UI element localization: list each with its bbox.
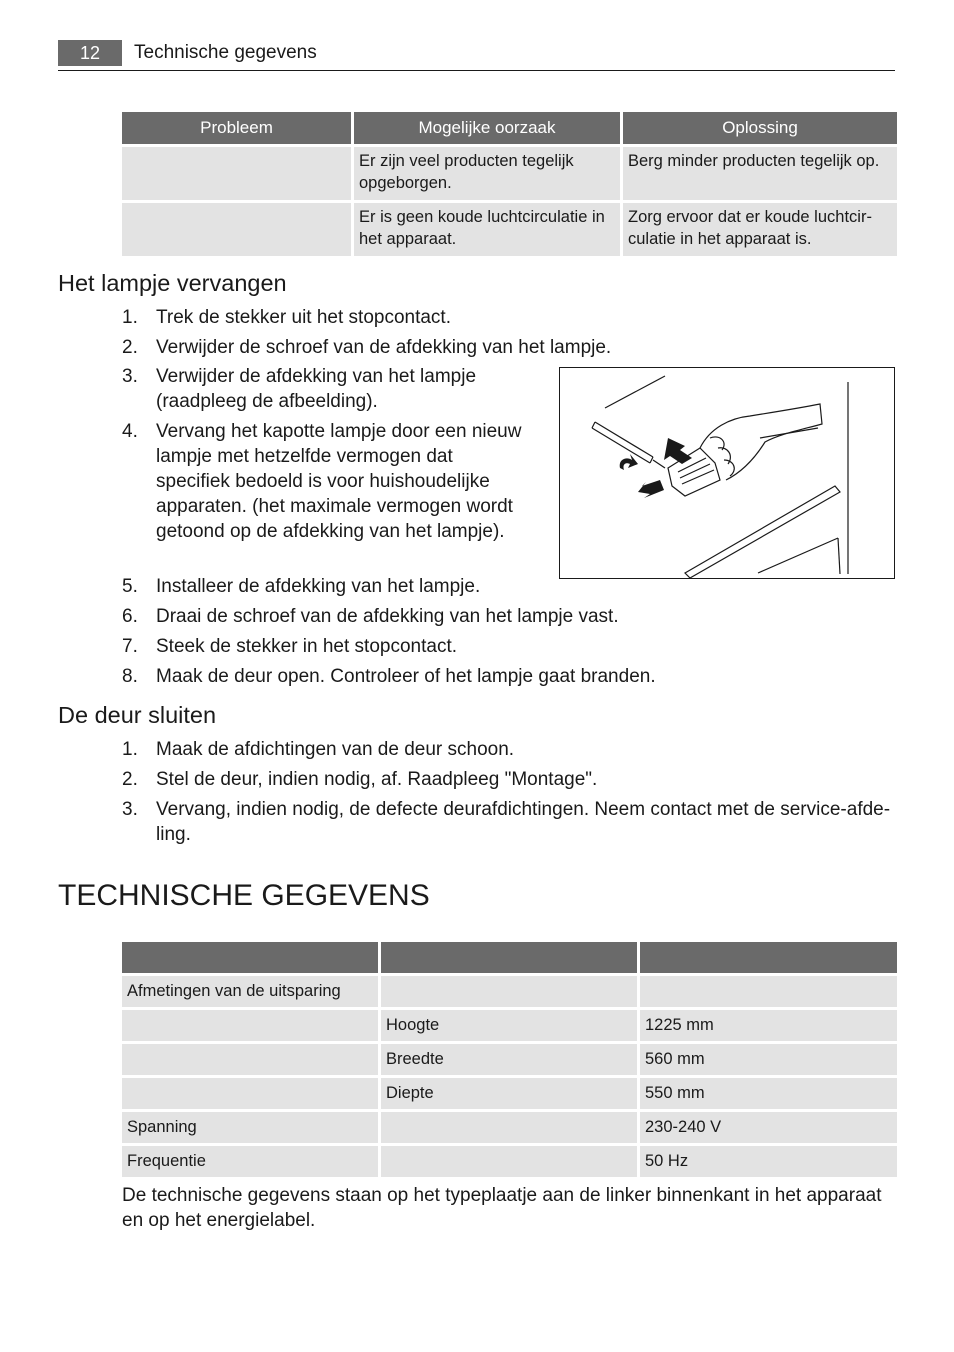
table-row [122, 1044, 897, 1075]
table-row [122, 1112, 897, 1143]
lamp-cover-illustration-icon [560, 368, 894, 578]
table-cell: Breedte [381, 1044, 637, 1075]
table-cell: Hoogte [381, 1010, 637, 1041]
column-header [640, 942, 897, 973]
table-cell [640, 976, 897, 1007]
table-cell: Frequentie [122, 1146, 378, 1177]
table-cell [122, 1010, 378, 1041]
table-cell: 560 mm [640, 1044, 897, 1075]
list-item: 3. Vervang, indien nodig, de defecte deurafdichtingen. Neem contact met de service-afde-ling. [122, 799, 891, 845]
table-cell [381, 976, 637, 1007]
lamp-section-heading: Het lampje vervangen [58, 270, 287, 296]
column-header [381, 942, 637, 973]
table-header-row [122, 112, 897, 144]
list-item: 2. Verwijder de schroef van de afdekking van het lampje. [122, 337, 612, 358]
table-row [122, 976, 897, 1007]
tech-section-heading: TECHNISCHE GEGEVENS [58, 879, 430, 912]
list-item: 6. Draai de schroef van de afdekking van het lampje vast. [122, 606, 619, 627]
table-cell: Spanning [122, 1112, 378, 1143]
table-cell [122, 1078, 378, 1109]
column-header-problem: Probleem [122, 112, 351, 144]
door-steps-list [0, 737, 900, 852]
lamp-steps-list-b [0, 364, 525, 549]
table-row [122, 1146, 897, 1177]
table-cell: Berg minder producten tegelijk op. [623, 147, 897, 200]
table-cell: Afmetingen van de uitsparing [122, 976, 378, 1007]
table-cell: Er is geen koude luchtcirculatie in het apparaat. [354, 203, 620, 256]
list-item: 8. Maak de deur open. Controleer of het lampje gaat branden. [122, 666, 656, 687]
list-item: 1. Trek de stekker uit het stopcontact. [122, 307, 451, 328]
table-row [122, 203, 897, 256]
table-row [122, 1010, 897, 1041]
list-item: 4. Vervang het kapotte lampje door een nieuw lampje met hetzelfde vermogen dat specifiek bedoeld is voor huishoudelijke apparaten. (het maximale vermogen wordt getoond op de afdekking van het lampje). [122, 421, 522, 542]
table-cell: Diepte [381, 1078, 637, 1109]
list-item: 5. Installeer de afdekking van het lampje. [122, 576, 481, 597]
table-cell: Er zijn veel producten tegelijk opgeborgen. [354, 147, 620, 200]
page-number: 12 [58, 40, 122, 66]
troubleshooting-table [119, 109, 900, 259]
table-cell [381, 1112, 637, 1143]
header-divider [58, 70, 895, 71]
table-row [122, 147, 897, 200]
table-cell: Zorg ervoor dat er koude luchtcir-culatie in het apparaat is. [623, 203, 897, 256]
list-item: 1. Maak de afdichtingen van de deur schoon. [122, 739, 515, 760]
list-item: 3. Verwijder de afdekking van het lampje (raadpleeg de afbeelding). [122, 366, 477, 412]
tech-data-note: De technische gegevens staan op het typeplaatje aan de linker binnenkant in het apparaat en op het energielabel. [122, 1185, 882, 1231]
table-header-row [122, 942, 897, 973]
table-cell [122, 1044, 378, 1075]
table-cell [381, 1146, 637, 1177]
table-cell: 50 Hz [640, 1146, 897, 1177]
column-header-cause: Mogelijke oorzaak [354, 112, 620, 144]
table-cell [122, 147, 351, 200]
lamp-steps-list-c [0, 574, 700, 694]
column-header [122, 942, 378, 973]
lamp-replacement-illustration [559, 367, 895, 579]
table-row [122, 1078, 897, 1109]
lamp-steps-list-a [0, 305, 620, 365]
door-section-heading: De deur sluiten [58, 702, 217, 728]
header-section-title: Technische gegevens [134, 42, 317, 63]
list-item: 2. Stel de deur, indien nodig, af. Raadpleeg "Montage". [122, 769, 598, 790]
table-cell [122, 203, 351, 256]
list-item: 7. Steek de stekker in het stopcontact. [122, 636, 458, 657]
table-cell: 550 mm [640, 1078, 897, 1109]
column-header-solution: Oplossing [623, 112, 897, 144]
table-cell: 230-240 V [640, 1112, 897, 1143]
table-cell: 1225 mm [640, 1010, 897, 1041]
technical-data-table [119, 939, 900, 1180]
